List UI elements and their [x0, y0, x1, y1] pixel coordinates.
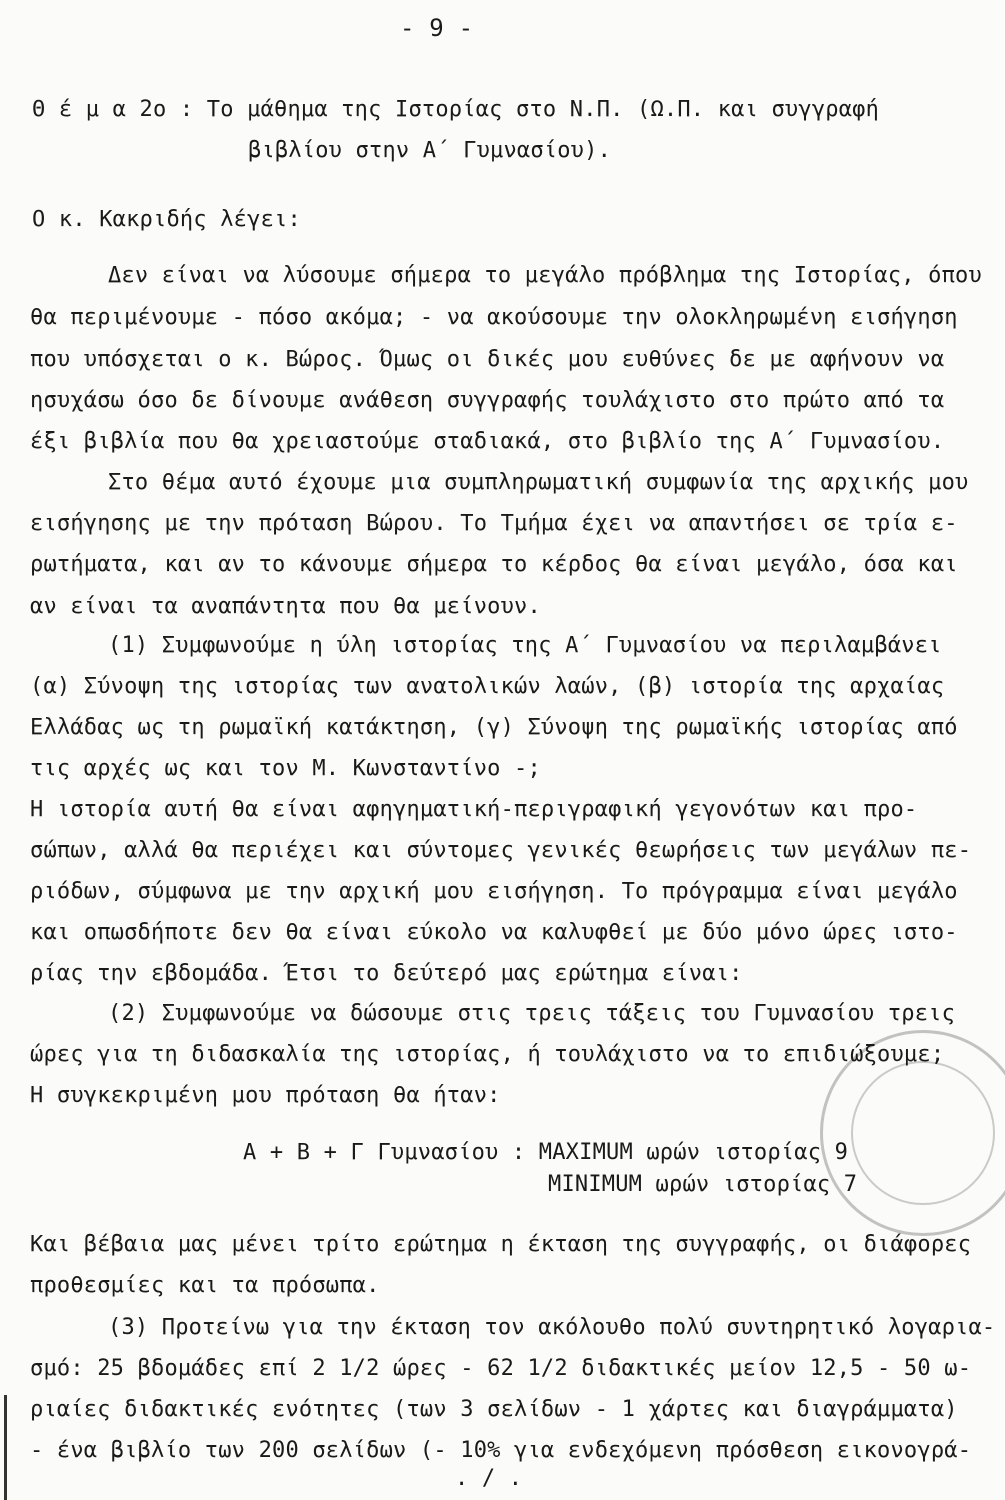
text-line: (3) Προτείνω για την έκταση τον ακόλουθο πολύ συντηρητικό λογαρια- — [108, 1315, 996, 1340]
text-line: θα περιμένουμε - πόσο ακόμα; - να ακούσουμε την ολοκληρωμένη εισήγηση — [30, 305, 958, 330]
topic-heading-cont: βιβλίου στην Α΄ Γυμνασίου). — [248, 138, 612, 163]
margin-mark — [4, 1395, 7, 1500]
continuation-mark: . / . — [455, 1466, 523, 1491]
text-line: Στο θέμα αυτό έχουμε μια συμπληρωματική συμφωνία της αρχικής μου — [108, 470, 969, 495]
topic-heading: Θ έ μ α 2ο : Το μάθημα της Ιστορίας στο Ν.Π. (Ω.Π. και συγγραφή — [32, 97, 880, 122]
text-line: Και βέβαια μας μένει τρίτο ερώτημα η έκταση της συγγραφής, οι διάφορες — [30, 1232, 972, 1257]
text-line: προθεσμίες και τα πρόσωπα. — [30, 1273, 380, 1298]
text-line: εισήγησης με την πρόταση Βώρου. Το Τμήμα έχει να απαντήσει σε τρία ε- — [30, 511, 958, 536]
text-line: ριόδων, σύμφωνα με την αρχική μου εισήγηση. Το πρόγραμμα είναι μεγάλο — [30, 879, 958, 904]
speaker-line: Ο κ. Κακριδής λέγει: — [32, 207, 301, 232]
page-number: - 9 - — [400, 14, 474, 42]
text-line: ρίας την εβδομάδα. Έτσι το δεύτερό μας ερώτημα είναι: — [30, 961, 743, 986]
text-line: (2) Συμφωνούμε να δώσουμε στις τρεις τάξεις του Γυμνασίου τρεις — [108, 1001, 956, 1026]
text-line: ρωτήματα, και αν το κάνουμε σήμερα το κέρδος θα είναι μεγάλο, όσα και — [30, 552, 958, 577]
text-line: τις αρχές ως και τον Μ. Κωνσταντίνο -; — [30, 756, 541, 781]
text-line: Ελλάδας ως τη ρωμαϊκή κατάκτηση, (γ) Σύνοψη της ρωμαϊκής ιστορίας από — [30, 715, 958, 740]
hours-formula-min: MINIMUM ωρών ιστορίας 7 — [548, 1172, 858, 1197]
text-line: Η ιστορία αυτή θα είναι αφηγηματική-περιγραφική γεγονότων και προ- — [30, 797, 918, 822]
text-line: που υπόσχεται ο κ. Βώρος. Όμως οι δικές μου ευθύνες δε με αφήνουν να — [30, 347, 945, 372]
text-line: έξι βιβλία που θα χρειαστούμε σταδιακά, στο βιβλίο της Α΄ Γυμνασίου. — [30, 429, 945, 454]
text-line: Δεν είναι να λύσουμε σήμερα το μεγάλο πρόβλημα της Ιστορίας, όπου — [108, 263, 982, 288]
text-line: Η συγκεκριμένη μου πρόταση θα ήταν: — [30, 1083, 501, 1108]
text-line: αν είναι τα αναπάντητα που θα μείνουν. — [30, 594, 541, 619]
hours-formula: Α + Β + Γ Γυμνασίου : MAXIMUM ωρών ιστορίας 9 — [243, 1140, 849, 1165]
text-line: σώπων, αλλά θα περιέχει και σύντομες γενικές θεωρήσεις των μεγάλων πε- — [30, 838, 972, 863]
text-line: (1) Συμφωνούμε η ύλη ιστορίας της Α΄ Γυμνασίου να περιλαμβάνει — [108, 633, 942, 658]
text-line: - ένα βιβλίο των 200 σελίδων (- 10% για ενδεχόμενη πρόσθεση εικονογρά- — [30, 1438, 972, 1463]
text-line: (α) Σύνοψη της ιστορίας των ανατολικών λαών, (β) ιστορία της αρχαίας — [30, 674, 945, 699]
text-line: ριαίες διδακτικές ενότητες (των 3 σελίδων - 1 χάρτες και διαγράμματα) — [30, 1397, 958, 1422]
text-line: και οπωσδήποτε δεν θα είναι εύκολο να καλυφθεί με δύο μόνο ώρες ιστο- — [30, 920, 958, 945]
text-line: ησυχάσω όσο δε δίνουμε ανάθεση συγγραφής τουλάχιστο στο πρώτο από τα — [30, 388, 945, 413]
text-line: ώρες για τη διδασκαλία της ιστορίας, ή τουλάχιστο να το επιδιώξουμε; — [30, 1042, 945, 1067]
text-line: σμό: 25 βδομάδες επί 2 1/2 ώρες - 62 1/2 διδακτικές μείον 12,5 - 50 ω- — [30, 1356, 972, 1381]
